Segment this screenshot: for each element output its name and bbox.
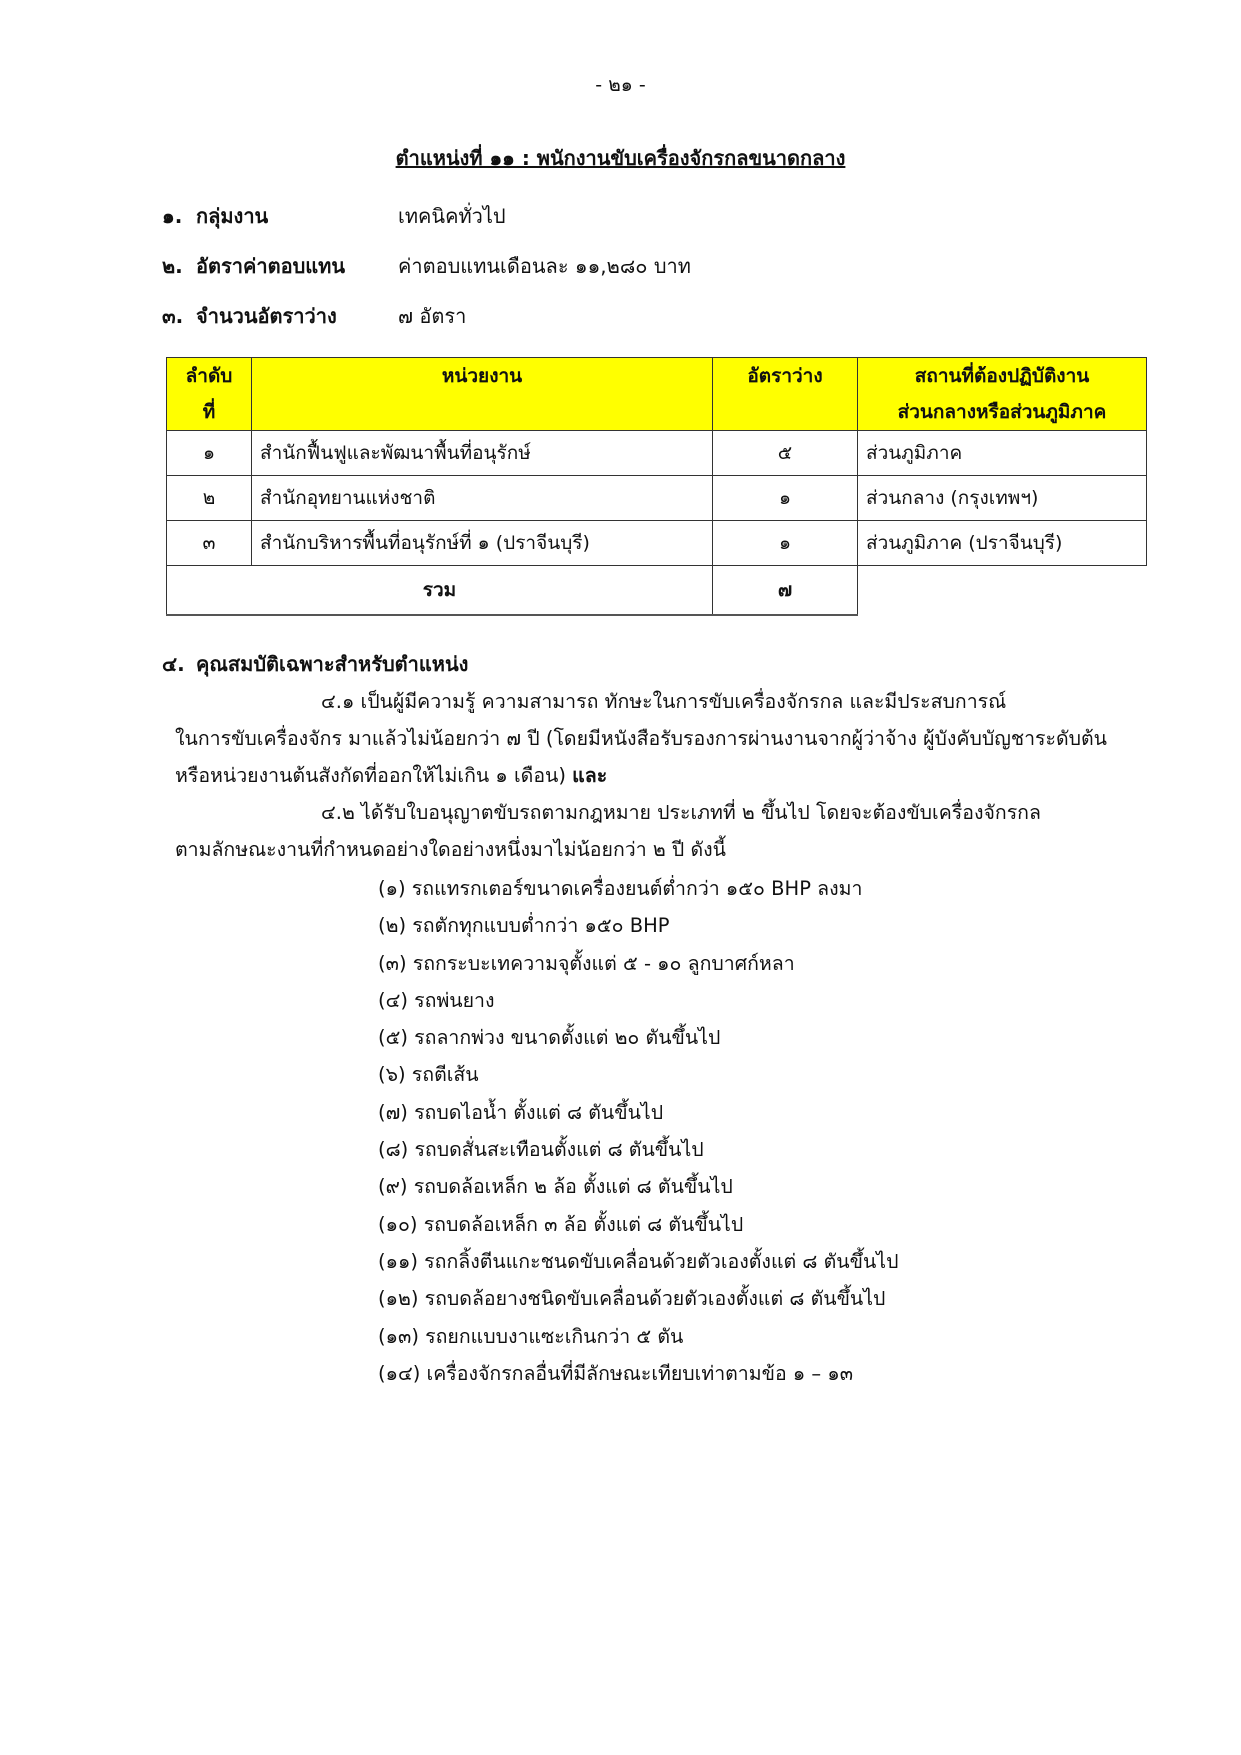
total-value: ๗: [713, 566, 858, 616]
qualification-paragraph-1: [175, 683, 1115, 794]
list-item: (๓) รถกระบะเทความจุตั้งแต่ ๕ - ๑๐ ลูกบาศก์หลา: [378, 951, 795, 975]
header-unit: หน่วยงาน: [252, 358, 713, 431]
info-number: ๒.: [162, 254, 183, 278]
list-item: (๘) รถบดสั่นสะเทือนตั้งแต่ ๘ ตันขึ้นไป: [378, 1138, 704, 1162]
paragraph-text: หรือหน่วยงานต้นสังกัดที่ออกให้ไม่เกิน ๑ เดือน): [175, 764, 566, 787]
info-label: อัตราค่าตอบแทน: [196, 254, 346, 278]
list-item: (๑๓) รถยกแบบงาแซะเกินกว่า ๕ ตัน: [378, 1324, 684, 1348]
section-4-heading: [162, 648, 468, 680]
table-row: [167, 431, 1147, 476]
list-item: (๕) รถลากพ่วง ขนาดตั้งแต่ ๒๐ ตันขึ้นไป: [378, 1026, 721, 1050]
list-item: (๑๑) รถกลิ้งตีนแกะชนดขับเคลื่อนด้วยตัวเองตั้งแต่ ๘ ตันขึ้นไป: [378, 1249, 899, 1273]
list-item: (๗) รถบดไอน้ำ ตั้งแต่ ๘ ตันขึ้นไป: [378, 1100, 664, 1124]
row-unit: สำนักบริหารพื้นที่อนุรักษ์ที่ ๑ (ปราจีนบุรี): [252, 521, 713, 566]
row-order: ๑: [167, 431, 252, 476]
info-value: ๗ อัตรา: [398, 304, 467, 328]
info-number: ๑.: [162, 204, 183, 228]
info-value: ค่าตอบแทนเดือนละ ๑๑,๒๘๐ บาท: [398, 254, 691, 278]
header-vacancy: อัตราว่าง: [713, 358, 858, 431]
row-place: ส่วนกลาง (กรุงเทพฯ): [858, 476, 1147, 521]
info-row-group: [162, 201, 506, 231]
row-place: ส่วนภูมิภาค: [858, 431, 1147, 476]
empty-cell: [858, 566, 1147, 616]
vehicle-list: [378, 870, 898, 1392]
table-row: [167, 476, 1147, 521]
page-number: - ๒๑ -: [595, 74, 646, 96]
row-vacancy: ๑: [713, 521, 858, 566]
info-label: กลุ่มงาน: [196, 204, 269, 228]
row-vacancy: ๕: [713, 431, 858, 476]
paragraph-line: [175, 683, 1115, 720]
total-label: รวม: [167, 566, 713, 616]
header-place-line2: ส่วนกลางหรือส่วนภูมิภาค: [897, 401, 1107, 423]
paragraph-line: [175, 757, 1115, 794]
row-order: ๒: [167, 476, 252, 521]
paragraph-line: ตามลักษณะงานที่กำหนดอย่างใดอย่างหนึ่งมาไม่น้อยกว่า ๒ ปี ดังนี้: [175, 838, 726, 861]
header-place-line1: สถานที่ต้องปฏิบัติงาน: [914, 365, 1090, 387]
info-number: ๓.: [162, 304, 184, 328]
list-item: (๖) รถตีเส้น: [378, 1063, 479, 1087]
table-header-row: [167, 358, 1147, 431]
header-order: [167, 358, 252, 431]
header-order-line1: ลำดับ: [185, 365, 233, 387]
paragraph-text: ๔.๒ ได้รับใบอนุญาตขับรถตามกฎหมาย ประเภทที่ ๒ ขึ้นไป โดยจะต้องขับเครื่องจักรกล: [321, 801, 1041, 824]
list-item: (๑๐) รถบดล้อเหล็ก ๓ ล้อ ตั้งแต่ ๘ ตันขึ้นไป: [378, 1212, 744, 1236]
paragraph-line: [175, 794, 1115, 831]
row-unit: สำนักอุทยานแห่งชาติ: [252, 476, 713, 521]
row-vacancy: ๑: [713, 476, 858, 521]
header-order-line2: ที่: [202, 401, 216, 423]
header-place: [858, 358, 1147, 431]
row-place: ส่วนภูมิภาค (ปราจีนบุรี): [858, 521, 1147, 566]
list-item: (๒) รถตักทุกแบบต่ำกว่า ๑๕๐ BHP: [378, 914, 670, 938]
list-item: (๑๒) รถบดล้อยางชนิดขับเคลื่อนด้วยตัวเองตั้งแต่ ๘ ตันขึ้นไป: [378, 1287, 886, 1311]
paragraph-line: ในการขับเครื่องจักร มาแล้วไม่น้อยกว่า ๗ ปี (โดยมีหนังสือรับรองการผ่านงานจากผู้ว่าจ้าง ผู้บังคับบัญชาระดับต้น: [175, 727, 1108, 750]
info-value: เทคนิคทั่วไป: [398, 204, 506, 228]
section-number: ๔.: [162, 652, 185, 676]
info-row-salary: [162, 251, 691, 281]
list-item: (๑๔) เครื่องจักรกลอื่นที่มีลักษณะเทียบเท่าตามข้อ ๑ – ๑๓: [378, 1361, 854, 1385]
table-total-row: [167, 566, 1147, 616]
paragraph-and: และ: [572, 764, 608, 787]
row-order: ๓: [167, 521, 252, 566]
qualification-paragraph-2: [175, 794, 1115, 868]
section-title: คุณสมบัติเฉพาะสำหรับตำแหน่ง: [196, 652, 469, 676]
list-item: (๔) รถพ่นยาง: [378, 988, 495, 1012]
paragraph-text: ๔.๑ เป็นผู้มีความรู้ ความสามารถ ทักษะในการขับเครื่องจักรกล และมีประสบการณ์: [321, 690, 1007, 713]
document-title: ตำแหน่งที่ ๑๑ : พนักงานขับเครื่องจักรกลขนาดกลาง: [395, 146, 846, 170]
row-unit: สำนักฟื้นฟูและพัฒนาพื้นที่อนุรักษ์: [252, 431, 713, 476]
info-label: จำนวนอัตราว่าง: [196, 304, 337, 328]
list-item: (๙) รถบดล้อเหล็ก ๒ ล้อ ตั้งแต่ ๘ ตันขึ้นไป: [378, 1175, 733, 1199]
table-row: [167, 521, 1147, 566]
units-table: [166, 357, 1147, 616]
list-item: (๑) รถแทรกเตอร์ขนาดเครื่องยนต์ต่ำกว่า ๑๕๐ BHP ลงมา: [378, 877, 863, 900]
info-row-vacancies: [162, 301, 466, 331]
